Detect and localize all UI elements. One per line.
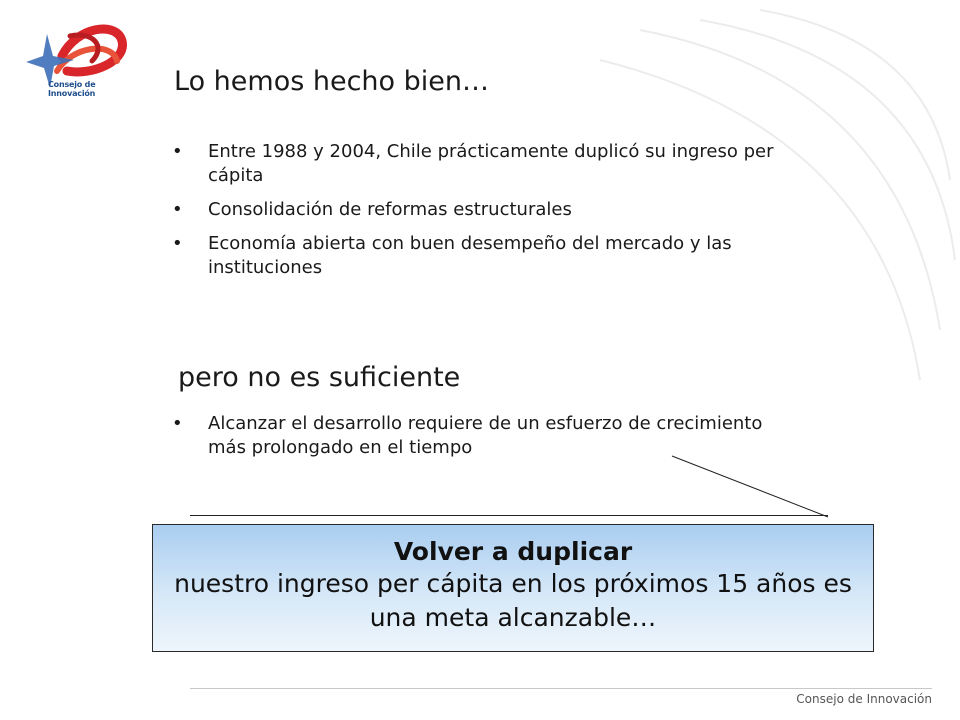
bullet-item: • Economía abierta con buen desempeño del mercado y las instituciones [172,232,782,280]
callout-body: nuestro ingreso per cápita en los próximos 15 años es una meta alcanzable… [174,569,852,632]
logo-line-2: Innovación [48,89,96,98]
logo-text [48,80,95,98]
bullet-item: • Consolidación de reformas estructurales [172,198,782,222]
slide-title: Lo hemos hecho bien… [174,66,490,97]
footer-divider [190,688,932,689]
bullet-item: • Entre 1988 y 2004, Chile prácticamente duplicó su ingreso per cápita [172,140,782,188]
callout-connector-line [190,515,828,516]
footer-text: Consejo de Innovación [796,692,932,706]
bullet-list [172,140,782,290]
sub-bullet-list [172,412,782,470]
logo-line-1: Consejo de [48,80,96,89]
callout-headline: Volver a duplicar [393,537,633,566]
slide-subtitle: pero no es suficiente [178,362,461,393]
callout-box [152,524,874,652]
bullet-item: • Alcanzar el desarrollo requiere de un esfuerzo de crecimiento más prolongado en el tiempo [172,412,782,460]
